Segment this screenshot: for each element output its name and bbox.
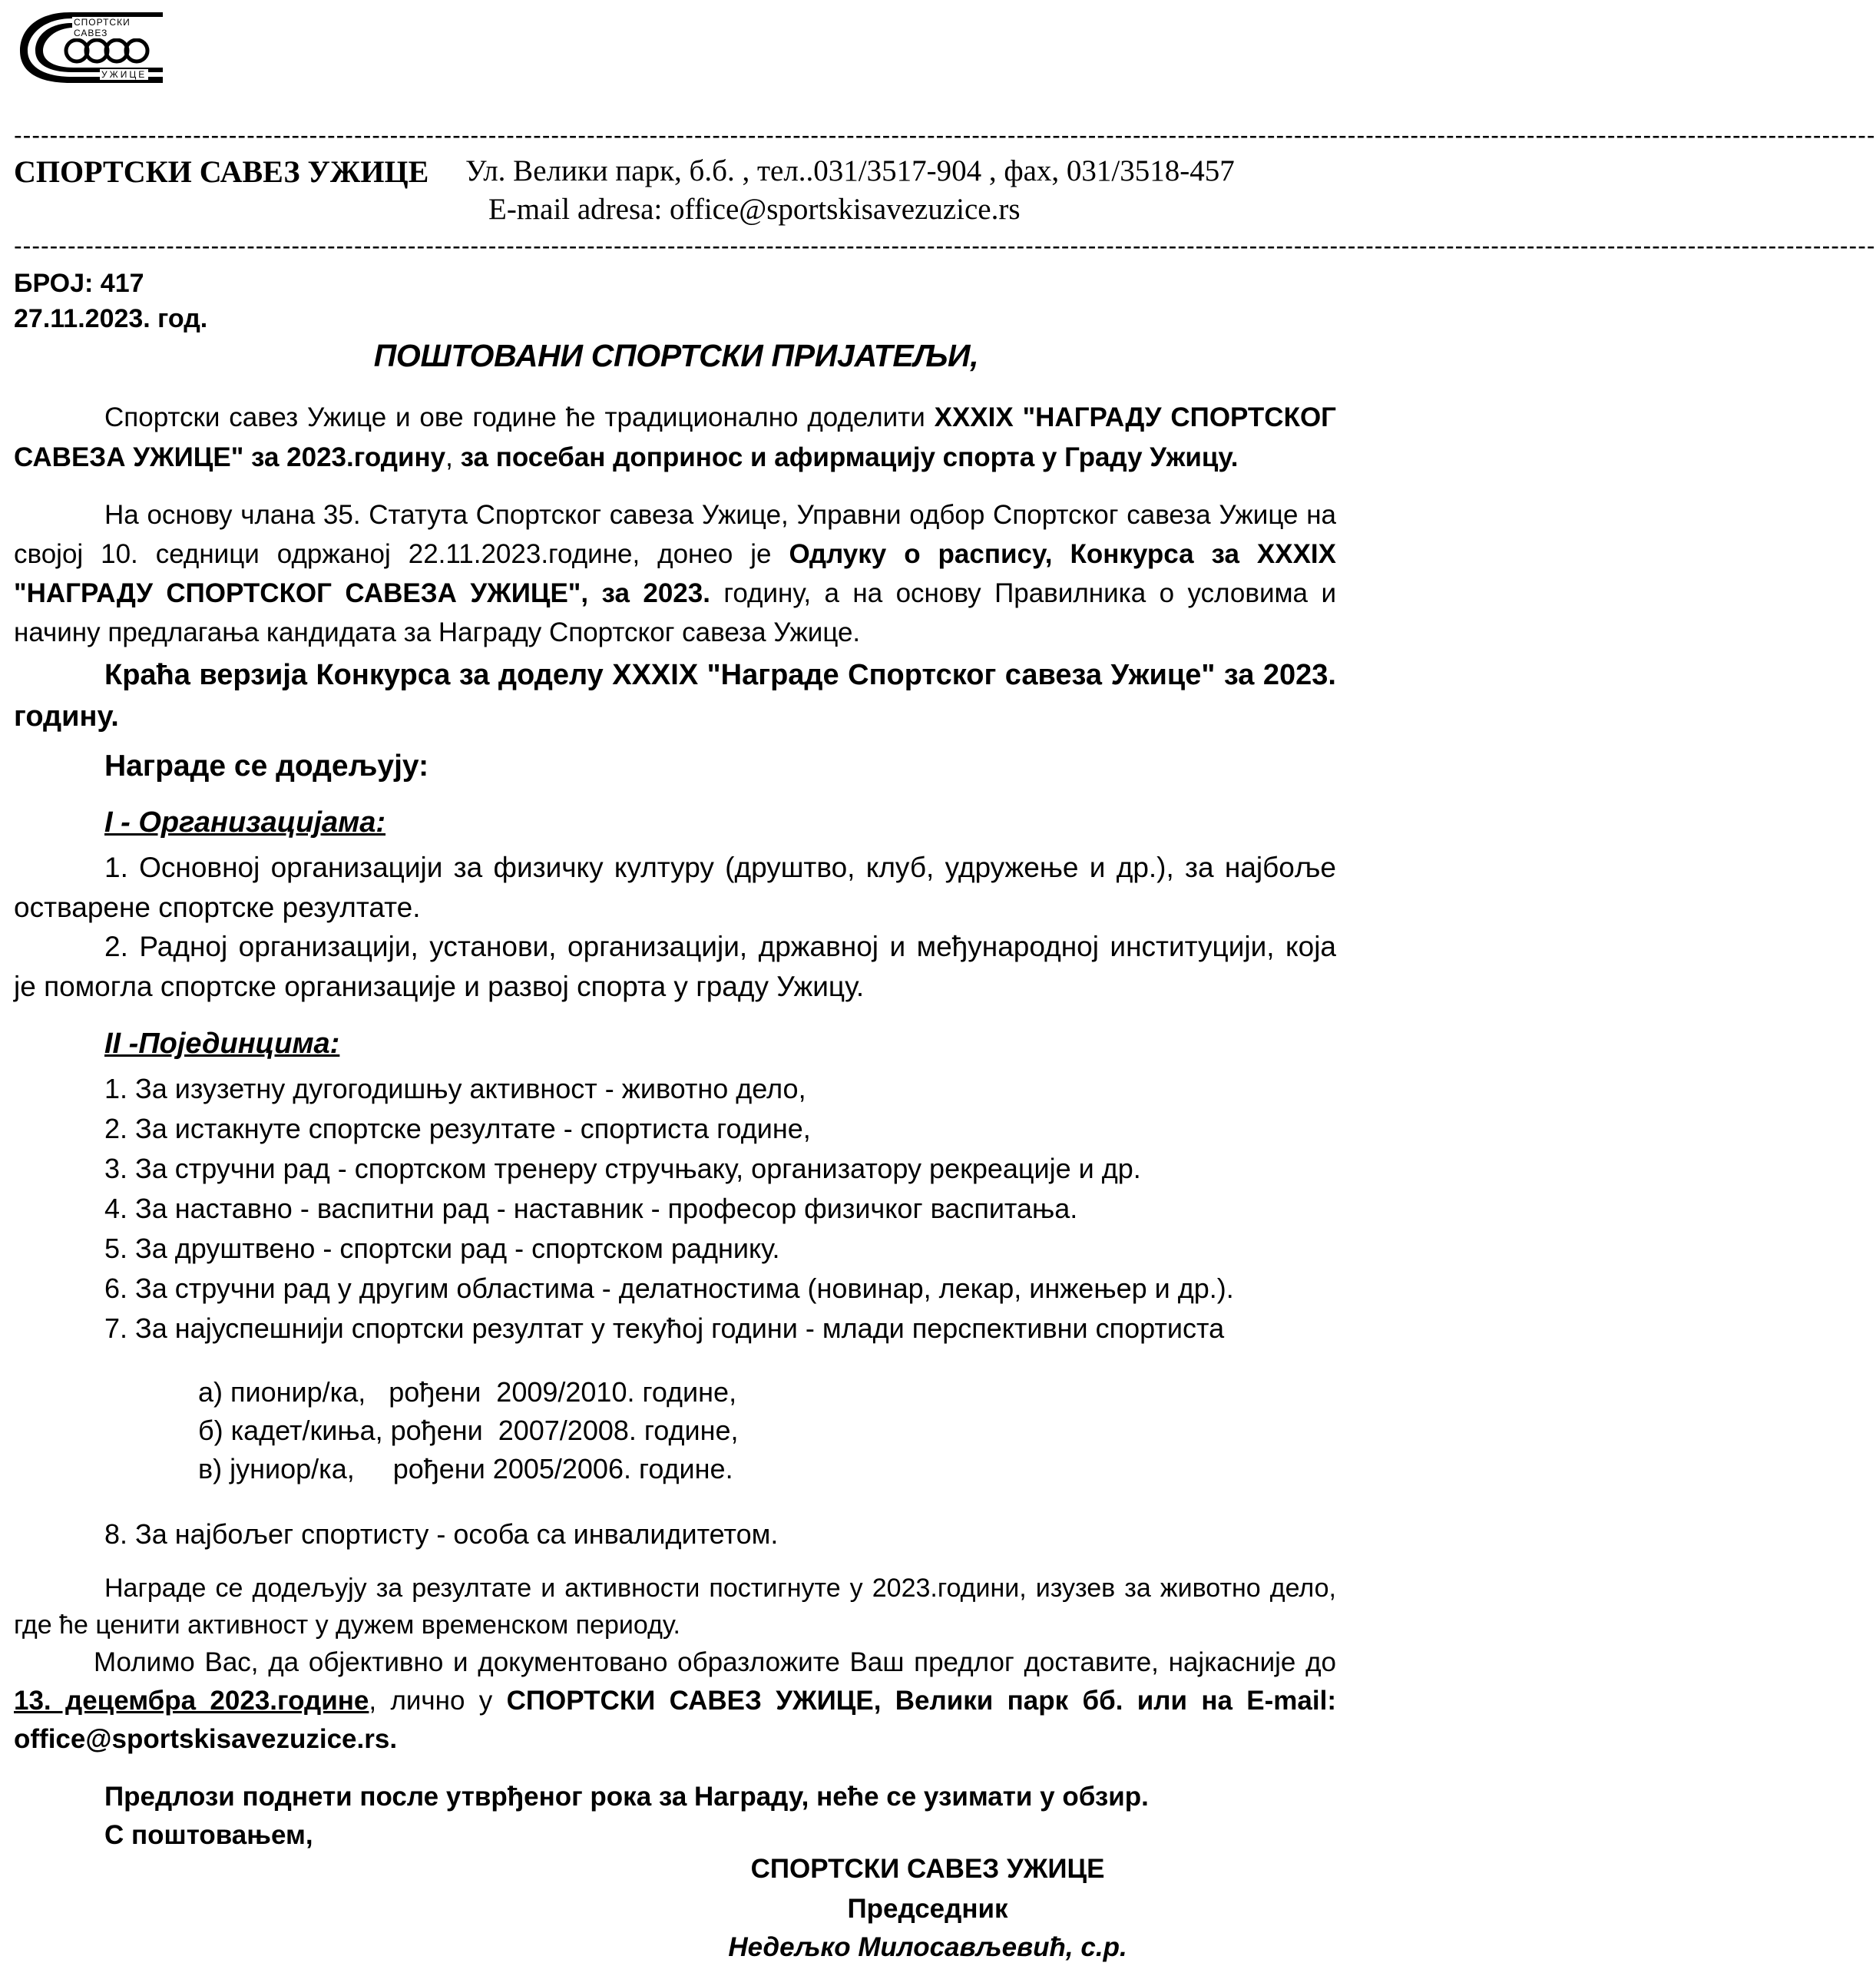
- closing-paragraph-1: Награде се додељују за резултате и активности постигнуте у 2023.години, изузев за животно дело, где ће ценити активност у дужем временском периоду.: [14, 1574, 1336, 1640]
- logo-text-top: СПОРТСКИ САВЕЗ: [72, 17, 167, 38]
- greeting: ПОШТОВАНИ СПОРТСКИ ПРИЈАТЕЉИ,: [373, 338, 979, 373]
- individuals-item-2: 2. За истакнуте спортске резултате - спортиста године,: [104, 1113, 811, 1144]
- header-email: E-mail adresa: office@sportskisavezuzice.rs: [488, 193, 1021, 226]
- deadline-date: 13. децембра 2023.године: [14, 1686, 369, 1716]
- individuals-item-8: 8. За најбољег спортисту - особа са инвалидитетом.: [104, 1518, 779, 1550]
- organizations-item-2: 2. Радној организацији, установи, организацији, државној и међународној институцији, која је помогла спортске организације и развој спорта у граду Ужицу.: [14, 931, 1336, 1002]
- intro-paragraph-1: Спортски савез Ужице и ове године ће традиционално доделити XXXIX "НАГРАДУ СПОРТСКОГ САВЕЗА УЖИЦЕ" за 2023.годину, за посебан допринос и афирмацију спорта у Граду Ужицу.: [14, 402, 1337, 472]
- age-group-junior: в) јуниор/ка, рођени 2005/2006. године.: [198, 1453, 733, 1484]
- signature-title: Председник: [847, 1894, 1008, 1924]
- short-version-heading: Краћа верзија Конкурса за доделу XXXIX "Награде Спортског савеза Ужице" за 2023. годину.: [14, 659, 1336, 733]
- logo-text-bottom: УЖИЦЕ: [101, 69, 147, 80]
- individuals-heading: II -Појединцима:: [104, 1028, 340, 1060]
- individuals-item-3: 3. За стручни рад - спортском тренеру стручњаку, организатору рекреације и др.: [104, 1153, 1141, 1184]
- age-group-cadet: б) кадет/киња, рођени 2007/2008. године,: [198, 1415, 739, 1446]
- sportski-savez-logo: [17, 8, 167, 86]
- closing-paragraph-2: Молимо Вас, да објективно и документовано образложите Ваш предлог доставите, најкасније до 13. децембра 2023.године, лично у СПОРТСКИ САВЕЗ УЖИЦЕ, Велики парк бб. или на E-mail: office@sportskisavezuzice.rs.: [14, 1647, 1336, 1754]
- document-date: 27.11.2023. год.: [14, 304, 208, 333]
- age-group-pioneer: а) пионир/ка, рођени 2009/2010. године,: [198, 1376, 737, 1408]
- individuals-item-6: 6. За стручни рад у другим областима - делатностима (новинар, лекар, инжењер и др.).: [104, 1273, 1234, 1304]
- late-notice: Предлози поднети после утврђеног рока за Награду, неће се узимати у обзир.: [104, 1782, 1149, 1812]
- organizations-item-1: 1. Основној организацији за физичку културу (друштво, клуб, удружење и др.), за најбоље остварене спортске резултате.: [14, 852, 1336, 923]
- intro-paragraph-2: На основу члана 35. Статута Спортског савеза Ужице, Управни одбор Спортског савеза Ужице на својој 10. седници одржаној 22.11.2023.године, донео је Одлуку о распису, Конкурса за XXXIX "НАГРАДУ СПОРТСКОГ САВЕЗА УЖИЦЕ", за 2023. годину, а на основу Правилника о условима и начину предлагања кандидата за Награду Спортског савеза Ужице.: [14, 500, 1336, 647]
- document-number: БРОЈ: 417: [14, 269, 144, 298]
- regards: С поштовањем,: [104, 1820, 313, 1850]
- individuals-item-4: 4. За наставно - васпитни рад - наставник - професор физичког васпитања.: [104, 1193, 1078, 1224]
- organizations-heading: I - Организацијама:: [104, 806, 386, 839]
- individuals-item-1: 1. За изузетну дугогодишњу активност - животно дело,: [104, 1073, 806, 1104]
- individuals-item-7: 7. За најуспешнији спортски резултат у текућој години - млади перспективни спортиста: [104, 1312, 1225, 1344]
- signature-org: СПОРТСКИ САВЕЗ УЖИЦЕ: [750, 1854, 1105, 1884]
- header-org-name: СПОРТСКИ САВЕЗ УЖИЦЕ: [14, 154, 429, 189]
- individuals-item-5: 5. За друштвено - спортски рад - спортском раднику.: [104, 1233, 780, 1264]
- header-address: Ул. Велики парк, б.б. , тел..031/3517-904 , фах, 031/3518-457: [465, 154, 1235, 187]
- separator-bottom: ----------------------------------------------------------------------------------------------------------------------------------------------------------------------------------------------------------------: [14, 232, 1876, 260]
- signature-name: Недељко Милосављевић, с.р.: [728, 1932, 1127, 1962]
- separator-top: ----------------------------------------------------------------------------------------------------------------------------------------------------------------------------------------------------------------: [14, 121, 1876, 149]
- awards-heading: Награде се додељују:: [104, 750, 429, 783]
